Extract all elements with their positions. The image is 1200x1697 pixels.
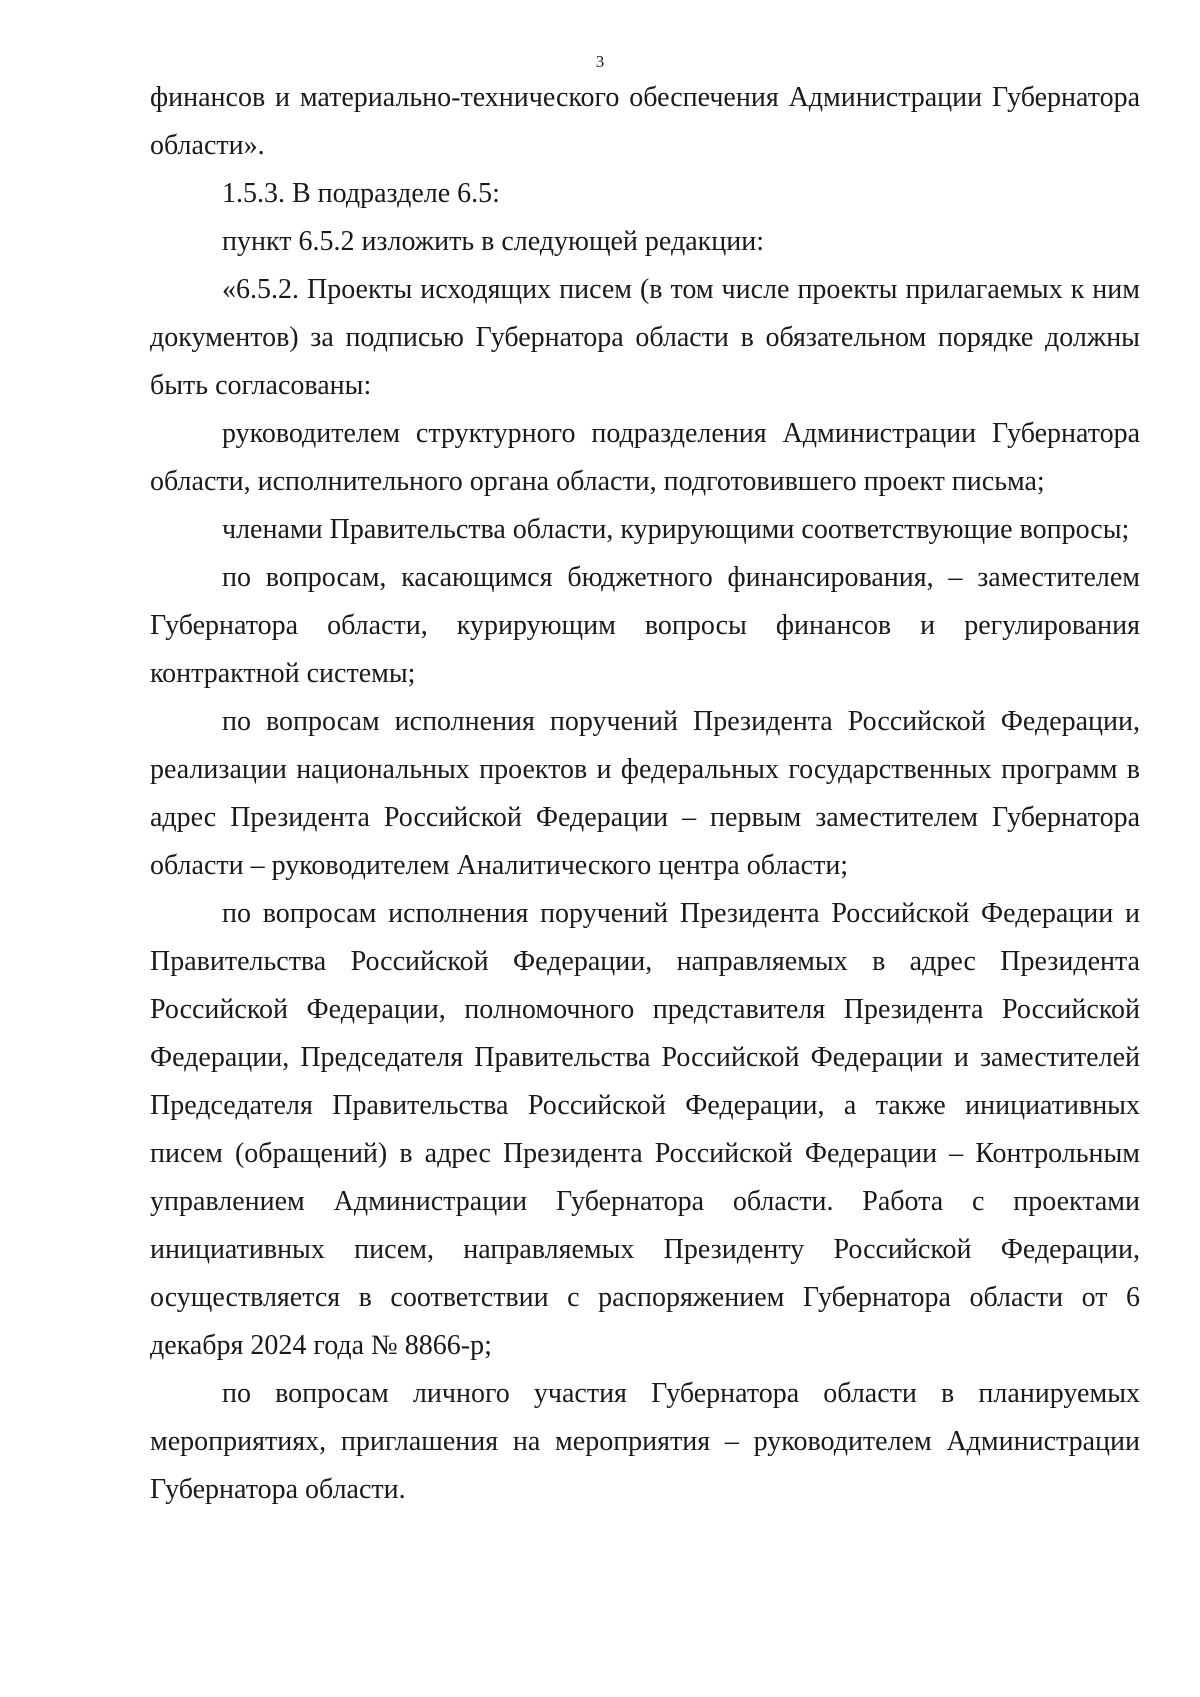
paragraph-clause-6-5-2: «6.5.2. Проекты исходящих писем (в том числе проекты прилагаемых к ним документов) за подписью Губернатора области в обязательном порядке должны быть согласованы: (150, 274, 1140, 401)
paragraph-item-government-members: членами Правительства области, курирующими соответствующие вопросы; (222, 514, 1130, 545)
paragraph-item-personal-participation: по вопросам личного участия Губернатора области в планируемых мероприятиях, приглашения на мероприятия – руководителем Администрации Губернатора области. (150, 1378, 1140, 1505)
paragraph-item-control-department: по вопросам исполнения поручений Президента Российской Федерации и Правительства Российской Федерации, направляемых в адрес Президента Российской Федерации, полномочного представителя Президента Российской Федерации, Председателя Правительства Российской Федерации и заместителей Председателя Правительства Российской Федерации, а также инициативных писем (обращений) в адрес Президента Российской Федерации – Контрольным управлением Администрации Губернатора области. Работа с проектами инициативных писем, направляемых Президенту Российской Федерации, осуществляется в соответствии с распоряжением Губернатора области от 6 декабря 2024 года № 8866-р; (150, 898, 1140, 1361)
paragraph-subsection-heading: 1.5.3. В подразделе 6.5: (222, 178, 500, 209)
paragraph-clause-intro: пункт 6.5.2 изложить в следующей редакции: (222, 226, 764, 257)
page-number: 3 (595, 52, 605, 71)
document-body (150, 74, 1140, 1514)
paragraph-continuation: финансов и материально-технического обеспечения Администрации Губернатора области». (150, 82, 1140, 161)
paragraph-item-budget: по вопросам, касающимся бюджетного финансирования, – заместителем Губернатора области, курирующим вопросы финансов и регулирования контрактной системы; (150, 562, 1140, 689)
paragraph-item-structural-head: руководителем структурного подразделения Администрации Губернатора области, исполнительного органа области, подготовившего проект письма; (150, 418, 1140, 497)
paragraph-item-president-instructions: по вопросам исполнения поручений Президента Российской Федерации, реализации национальных проектов и федеральных государственных программ в адрес Президента Российской Федерации – первым заместителем Губернатора области – руководителем Аналитического центра области; (150, 706, 1140, 881)
